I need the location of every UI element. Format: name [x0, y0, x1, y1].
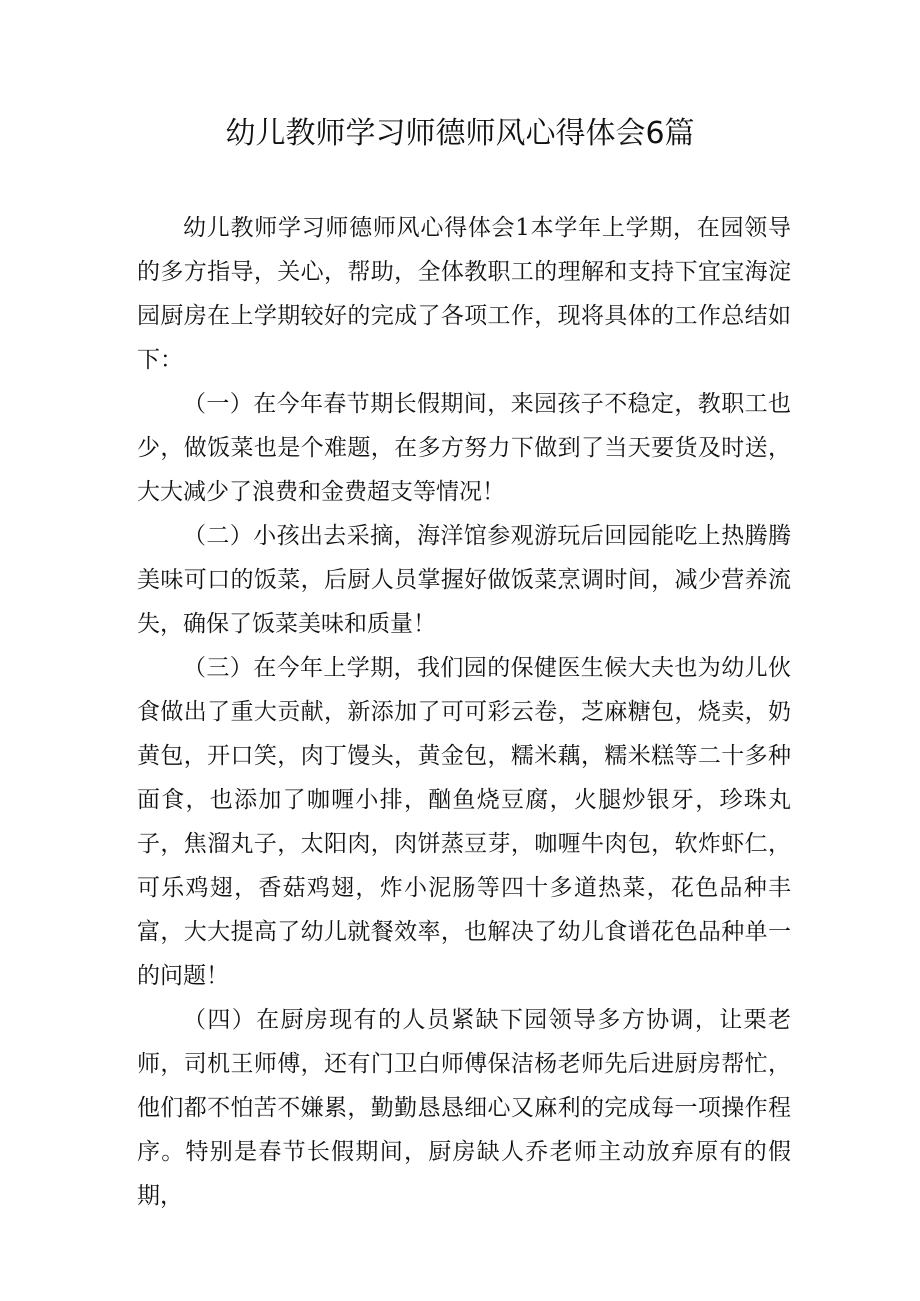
document-body	[137, 206, 791, 1218]
paragraph-intro: 幼儿教师学习师德师风心得体会1本学年上学期，在园领导的多方指导，关心，帮助，全体教职工的理解和支持下宜宝海淀园厨房在上学期较好的完成了各项工作，现将具体的工作总结如下：	[137, 215, 791, 373]
page-title: 幼儿教师学习师德师风心得体会6篇	[225, 116, 695, 151]
paragraph-section-4: （四）在厨房现有的人员紧缺下园领导多方协调，让栗老师，司机王师傅，还有门卫白师傅保洁杨老师先后进厨房帮忙，他们都不怕苦不嫌累，勤勤恳恳细心又麻利的完成每一项操作程序。特别是春节长假期间，厨房缺人乔老师主动放弃原有的假期，	[137, 1007, 791, 1209]
paragraph-section-3: （三）在今年上学期，我们园的保健医生候大夫也为幼儿伙食做出了重大贡献，新添加了可可彩云卷，芝麻糖包，烧卖，奶黄包，开口笑，肉丁馒头，黄金包，糯米藕，糯米糕等二十多种面食，也添加了咖喱小排，酗鱼烧豆腐，火腿炒银牙，珍珠丸子，焦溜丸子，太阳肉，肉饼蒸豆芽，咖喱牛肉包，软炸虾仁，可乐鸡翅，香菇鸡翅，炸小泥肠等四十多道热菜，花色品种丰富，大大提高了幼儿就餐效率，也解决了幼儿食谱花色品种单一的问题！	[137, 655, 791, 989]
paragraph-section-2: （二）小孩出去采摘，海洋馆参观游玩后回园能吃上热腾腾美味可口的饭菜，后厨人员掌握好做饭菜烹调时间，减少营养流失，确保了饭菜美味和质量！	[137, 523, 791, 637]
paragraph-section-1: （一）在今年春节期长假期间，来园孩子不稳定，教职工也少，做饭菜也是个难题，在多方努力下做到了当天要货及时送，大大减少了浪费和金费超支等情况！	[137, 391, 791, 505]
